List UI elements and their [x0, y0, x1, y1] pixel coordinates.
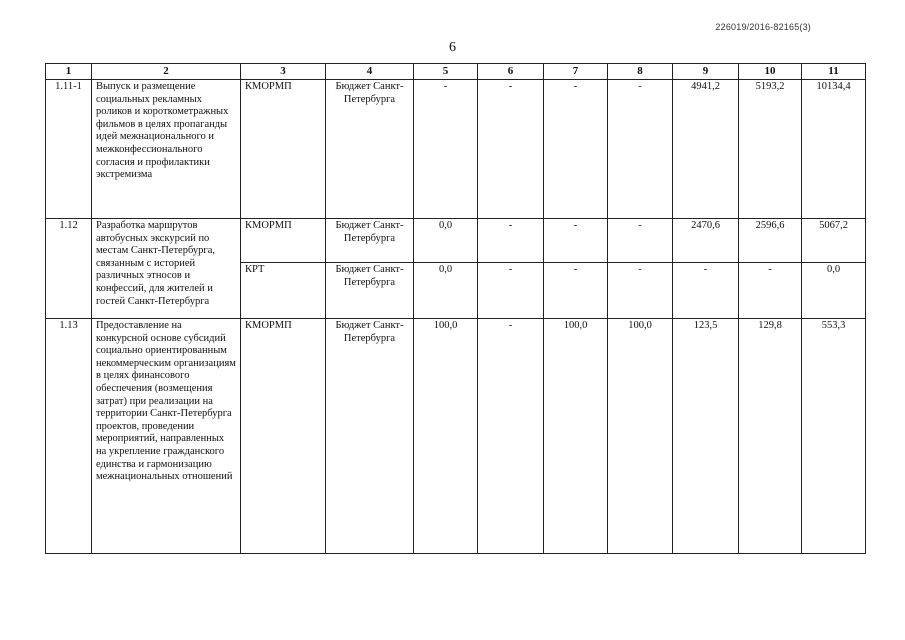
column-header: 10 — [739, 64, 802, 80]
value-col-8: - — [608, 80, 673, 219]
value-col-9: 4941,2 — [673, 80, 739, 219]
value-col-5: - — [414, 80, 478, 219]
row-number: 1.12 — [46, 219, 92, 319]
funding-source: Бюджет Санкт-Петербурга — [326, 80, 414, 219]
value-col-9: 2470,6 — [673, 219, 739, 263]
value-col-8: - — [608, 263, 673, 319]
executor: КРТ — [241, 263, 326, 319]
document-id: 226019/2016-82165(3) — [715, 22, 811, 32]
activity-name: Разработка маршрутов автобусных экскурсий по местам Санкт-Петербурга, связанным с историей различных этносов и конфессий, для жителей и гостей Санкт-Петербурга — [92, 219, 241, 319]
column-header: 9 — [673, 64, 739, 80]
row-number: 1.11-1 — [46, 80, 92, 219]
value-col-10: 5193,2 — [739, 80, 802, 219]
executor: КМОРМП — [241, 219, 326, 263]
value-col-11: 10134,4 — [802, 80, 866, 219]
column-header: 4 — [326, 64, 414, 80]
activity-name: Выпуск и размещение социальных рекламных роликов и короткометражных фильмов в целях пропаганды идей межнационального и межконфессионального согласия и профилактики экстремизма — [92, 80, 241, 219]
value-col-6: - — [478, 319, 544, 554]
table-header-row — [46, 64, 866, 80]
value-col-5: 100,0 — [414, 319, 478, 554]
value-col-7: - — [544, 80, 608, 219]
value-col-6: - — [478, 80, 544, 219]
column-header: 11 — [802, 64, 866, 80]
activity-name: Предоставление на конкурсной основе субсидий социально ориентированным некоммерческим организациям в целях финансового обеспечения (возмещения затрат) при реализации на территории Санкт-Петербурга проектов, проведении мероприятий, направленных на укрепление гражданского единства и гармонизацию межнациональных отношений — [92, 319, 241, 554]
column-header: 7 — [544, 64, 608, 80]
funding-source: Бюджет Санкт-Петербурга — [326, 219, 414, 263]
value-col-6: - — [478, 219, 544, 263]
row-number: 1.13 — [46, 319, 92, 554]
column-header: 6 — [478, 64, 544, 80]
value-col-11: 5067,2 — [802, 219, 866, 263]
column-header: 2 — [92, 64, 241, 80]
table-row — [46, 80, 866, 219]
table-row — [46, 319, 866, 554]
value-col-10: 2596,6 — [739, 219, 802, 263]
program-table — [45, 63, 866, 554]
value-col-8: - — [608, 219, 673, 263]
value-col-9: 123,5 — [673, 319, 739, 554]
funding-source: Бюджет Санкт-Петербурга — [326, 319, 414, 554]
funding-source: Бюджет Санкт-Петербурга — [326, 263, 414, 319]
value-col-11: 553,3 — [802, 319, 866, 554]
value-col-8: 100,0 — [608, 319, 673, 554]
column-header: 3 — [241, 64, 326, 80]
column-header: 1 — [46, 64, 92, 80]
value-col-10: 129,8 — [739, 319, 802, 554]
executor: КМОРМП — [241, 80, 326, 219]
value-col-5: 0,0 — [414, 219, 478, 263]
value-col-7: - — [544, 263, 608, 319]
column-header: 5 — [414, 64, 478, 80]
value-col-10: - — [739, 263, 802, 319]
value-col-5: 0,0 — [414, 263, 478, 319]
value-col-11: 0,0 — [802, 263, 866, 319]
value-col-7: 100,0 — [544, 319, 608, 554]
table-row — [46, 219, 866, 263]
page-number: 6 — [449, 40, 456, 55]
executor: КМОРМП — [241, 319, 326, 554]
value-col-6: - — [478, 263, 544, 319]
value-col-9: - — [673, 263, 739, 319]
column-header: 8 — [608, 64, 673, 80]
value-col-7: - — [544, 219, 608, 263]
